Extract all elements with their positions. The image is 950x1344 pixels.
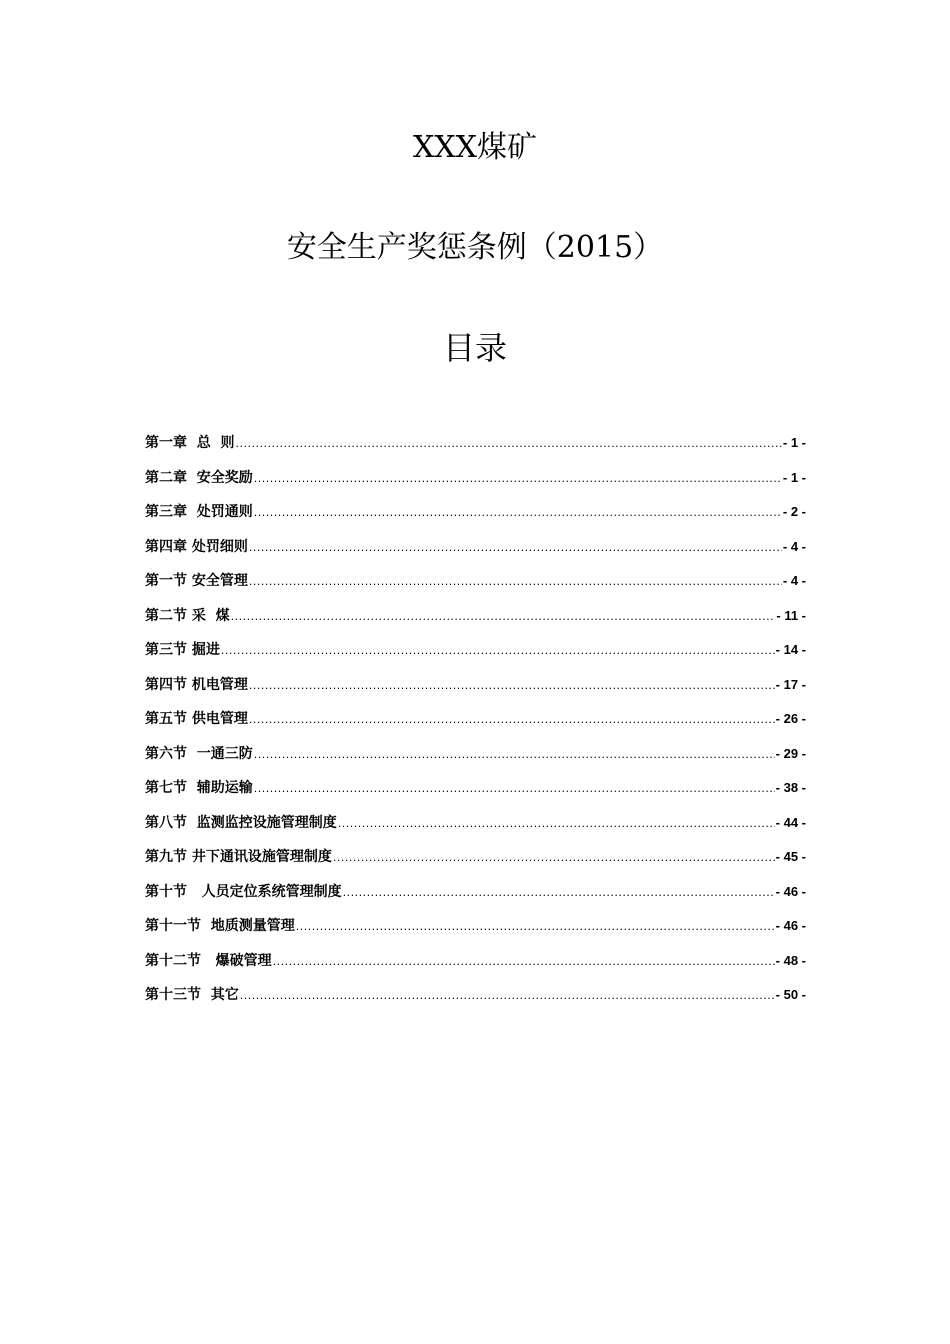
toc-entry[interactable]	[145, 812, 806, 847]
toc-entry-page-number: - 26 -	[775, 711, 806, 726]
toc-dot-leader	[338, 817, 775, 830]
toc-entry-label: 第七节 辅助运输	[145, 780, 253, 796]
toc-dot-leader	[236, 437, 782, 450]
toc-entry-label: 第十三节 其它	[145, 987, 239, 1003]
toc-entry-label: 第六节 一通三防	[145, 745, 253, 762]
toc-entry-label: 第三节 掘进	[145, 642, 220, 658]
toc-entry[interactable]	[145, 950, 806, 985]
toc-entry[interactable]	[145, 605, 806, 640]
toc-dot-leader	[231, 610, 776, 623]
toc-entry-label: 第十二节 爆破管理	[145, 952, 272, 969]
toc-dot-leader	[254, 748, 775, 761]
toc-entry-page-number: - 4 -	[782, 538, 806, 554]
table-of-contents	[145, 432, 806, 1019]
toc-entry-label: 第五节 供电管理	[145, 711, 248, 727]
document-title: 安全生产奖惩条例（2015）	[286, 230, 664, 265]
toc-entry-page-number: - 1 -	[782, 469, 806, 485]
toc-entry[interactable]	[145, 915, 806, 950]
toc-dot-leader	[254, 506, 782, 519]
toc-entry-label: 第四章 处罚细则	[145, 538, 248, 555]
toc-entry-page-number: - 14 -	[775, 642, 806, 657]
toc-entry[interactable]	[145, 743, 806, 778]
toc-entry[interactable]	[145, 432, 806, 467]
toc-entry-page-number: - 38 -	[775, 780, 806, 795]
toc-dot-leader	[249, 575, 782, 588]
toc-dot-leader	[254, 472, 782, 485]
toc-entry-page-number: - 44 -	[775, 814, 806, 830]
toc-entry-label: 第四节 机电管理	[145, 676, 248, 693]
toc-entry[interactable]	[145, 708, 806, 743]
toc-dot-leader	[249, 679, 775, 692]
toc-entry[interactable]	[145, 777, 806, 812]
toc-entry[interactable]	[145, 467, 806, 502]
toc-entry-page-number: - 1 -	[782, 435, 806, 450]
toc-entry[interactable]	[145, 501, 806, 536]
toc-entry-page-number: - 29 -	[775, 745, 806, 761]
toc-entry-page-number: - 17 -	[775, 676, 806, 692]
toc-entry-page-number: - 11 -	[776, 607, 806, 623]
toc-entry-label: 第九节 井下通讯设施管理制度	[145, 849, 332, 865]
toc-dot-leader	[249, 541, 782, 554]
toc-dot-leader	[254, 782, 775, 795]
toc-entry-page-number: - 2 -	[782, 504, 806, 519]
toc-entry-page-number: - 50 -	[775, 987, 806, 1002]
toc-entry-page-number: - 48 -	[775, 952, 806, 968]
toc-dot-leader	[240, 989, 775, 1002]
toc-entry-label: 第十一节 地质测量管理	[145, 918, 295, 934]
toc-entry-label: 第二章 安全奖励	[145, 469, 253, 486]
toc-entry-page-number: - 45 -	[775, 849, 806, 864]
toc-entry-label: 第一章 总 则	[145, 435, 235, 451]
company-title: XXX煤矿	[412, 130, 538, 165]
toc-entry[interactable]	[145, 639, 806, 674]
toc-dot-leader	[273, 955, 775, 968]
toc-dot-leader	[343, 886, 775, 899]
toc-dot-leader	[221, 644, 775, 657]
toc-entry[interactable]	[145, 536, 806, 571]
toc-entry[interactable]	[145, 674, 806, 709]
toc-entry[interactable]	[145, 984, 806, 1019]
toc-entry-label: 第三章 处罚通则	[145, 504, 253, 520]
toc-dot-leader	[333, 851, 775, 864]
toc-dot-leader	[249, 713, 775, 726]
toc-dot-leader	[296, 920, 775, 933]
toc-entry[interactable]	[145, 570, 806, 605]
toc-entry[interactable]	[145, 881, 806, 916]
toc-entry-label: 第一节 安全管理	[145, 573, 248, 589]
toc-heading: 目录	[442, 329, 507, 367]
toc-entry[interactable]	[145, 846, 806, 881]
toc-entry-label: 第八节 监测监控设施管理制度	[145, 814, 337, 831]
toc-entry-page-number: - 46 -	[775, 918, 806, 933]
toc-entry-label: 第二节 采 煤	[145, 607, 230, 624]
toc-entry-page-number: - 46 -	[775, 883, 806, 899]
toc-entry-label: 第十节 人员定位系统管理制度	[145, 883, 342, 900]
toc-entry-page-number: - 4 -	[782, 573, 806, 588]
